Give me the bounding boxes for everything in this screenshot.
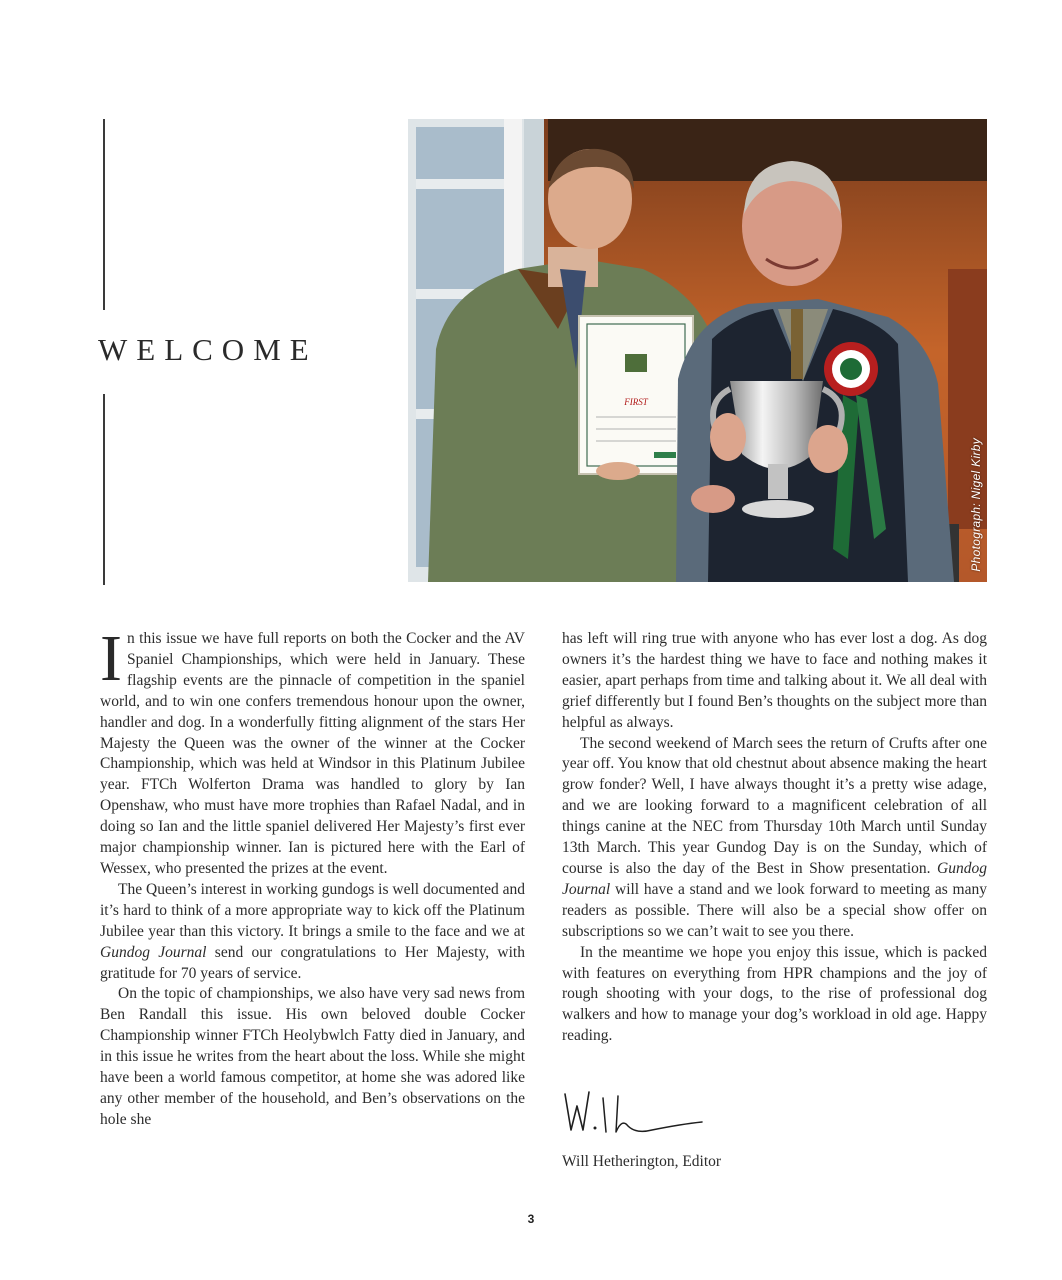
editor-signature xyxy=(562,1088,762,1140)
award-photo xyxy=(408,119,987,582)
paragraph-2-text-a: The Queen’s interest in working gundogs is well documented and it’s hard to think of a more appropriate way to kick off the Platinum Jubilee year than this victory. It brings a smile to the face and we at xyxy=(100,880,525,940)
drop-cap: I xyxy=(100,622,122,695)
paragraph-4-text-b: will have a stand and we look forward to meeting as many readers as possible. There will also be a special show offer on subscriptions so we can’t wait to see you there. xyxy=(562,880,987,940)
paragraph-2-text-b: send our congratulations to Her Majesty, with gratitude for 70 years of service. xyxy=(100,943,525,982)
paragraph-5: In the meantime we hope you enjoy this issue, which is packed with features on everything from HPR champions and the joy of rough shooting with your dogs, to the rise of professional dog walkers and how to manage your dog’s workload in old age. Happy reading. xyxy=(562,943,987,1045)
article-column-left xyxy=(100,622,525,1131)
paragraph-3: On the topic of championships, we also have very sad news from Ben Randall this issue. His own beloved double Cocker Championship winner FTCh Heolybwlch Fatty died in January, and in this issue he writes from the heart about the loss. While she might have been a world famous competitor, at home she was adored like any other member of the household, and Ben’s observations on the hole she xyxy=(100,985,525,1128)
article-column-right xyxy=(562,629,987,1047)
publication-name: Gundog Journal xyxy=(100,943,207,961)
paragraph-1-text: n this issue we have full reports on both the Cocker and the AV Spaniel Championships, which were held in January. These flagship events are the pinnacle of competition in the spaniel world, and to win one confers tremendous honour upon the owner, handler and dog. In a wonderfully fitting alignment of the stars Her Majesty the Queen was the owner of the winner at the Cocker Championship, which was held at Windsor in this Platinum Jubilee year. FTCh Wolferton Drama was handled to glory by Ian Openshaw, who must have more trophies than Rafael Nadal, and in doing so Ian and the little spaniel delivered Her Majesty’s first ever major championship winner. Ian is pictured here with the Earl of Wessex, who presented the prizes at the event. xyxy=(100,630,525,877)
photo-credit: Photograph: Nigel Kirby xyxy=(969,438,983,572)
paragraph-2 xyxy=(100,880,525,985)
divider-line-top xyxy=(103,119,105,310)
paragraph-1 xyxy=(100,622,525,880)
divider-line-bottom xyxy=(103,394,105,585)
editor-name: Will Hetherington, Editor xyxy=(562,1153,722,1170)
page-number: 3 xyxy=(527,1212,535,1226)
paragraph-3-continued: has left will ring true with anyone who has ever lost a dog. As dog owners it’s the hardest thing we have to face and nothing makes it easier, apart perhaps from time and talking about it. We all deal with grief differently but I found Ben’s thoughts on the subject more than helpful as always. xyxy=(562,630,987,731)
page-title: WELCOME xyxy=(98,332,318,367)
paragraph-4 xyxy=(562,734,987,943)
svg-text:FIRST: FIRST xyxy=(624,397,648,407)
publication-name: Gundog Journal xyxy=(562,859,987,898)
paragraph-4-text-a: The second weekend of March sees the return of Crufts after one year off. You know that old chestnut about absence making the heart grow fonder? Well, I have always thought it’s a pretty wise adage, and we are looking forward to a magnificent celebration of all things canine at the NEC from Thursday 10th March until Sunday 13th March. This year Gundog Day is on the Sunday, which of course is also the day of the Best in Show presentation. xyxy=(562,734,987,877)
